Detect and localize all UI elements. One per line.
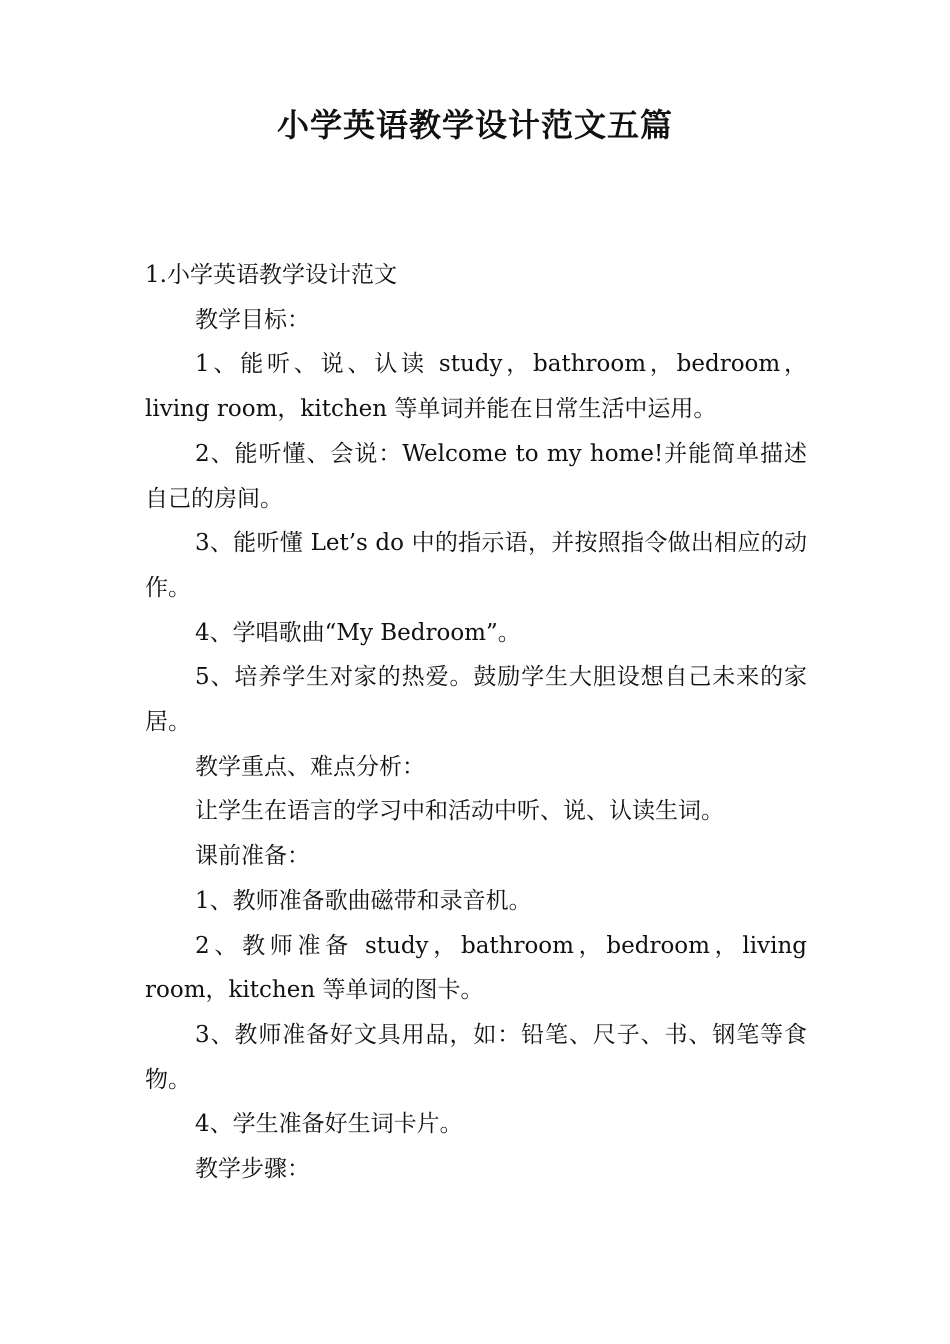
paragraph-preparation-label: 课前准备： (195, 843, 310, 870)
paragraph-key-points-label: 教学重点、难点分析： (195, 753, 425, 780)
paragraph-key-points: 让学生在语言的学习中和活动中听、说、认读生词。 (195, 798, 724, 825)
paragraph-goal-2: 2、能听懂、会说：Welcome to my home!并能简单描述自己的房间。 (145, 440, 807, 512)
paragraph-goal-5: 5、培养学生对家的热爱。鼓励学生大胆设想自己未来的家居。 (145, 664, 807, 736)
paragraph-goal-3: 3、能听懂 Let’s do 中的指示语，并按照指令做出相应的动作。 (145, 530, 807, 601)
paragraph-goal-1: 1、能听、说、认读 study，bathroom，bedroom，living room，kitchen 等单词并能在日常生活中运用。 (145, 351, 807, 423)
document-body (145, 253, 807, 1192)
paragraph-goal-4: 4、学唱歌曲“My Bedroom”。 (195, 619, 521, 646)
paragraph-prep-1: 1、教师准备歌曲磁带和录音机。 (195, 887, 532, 914)
paragraph-steps-label: 教学步骤： (195, 1156, 310, 1183)
document-title: 小学英语教学设计范文五篇 (276, 106, 673, 144)
paragraph-prep-2: 2、教师准备 study，bathroom，bedroom，living room，kitchen 等单词的图卡。 (145, 932, 807, 1004)
paragraph-teaching-goals-label: 教学目标： (195, 306, 310, 333)
paragraph-prep-4: 4、学生准备好生词卡片。 (195, 1111, 463, 1138)
section-heading: 1.小学英语教学设计范文 (145, 262, 397, 288)
paragraph-prep-3: 3、教师准备好文具用品，如：铅笔、尺子、书、钢笔等食物。 (145, 1021, 807, 1093)
